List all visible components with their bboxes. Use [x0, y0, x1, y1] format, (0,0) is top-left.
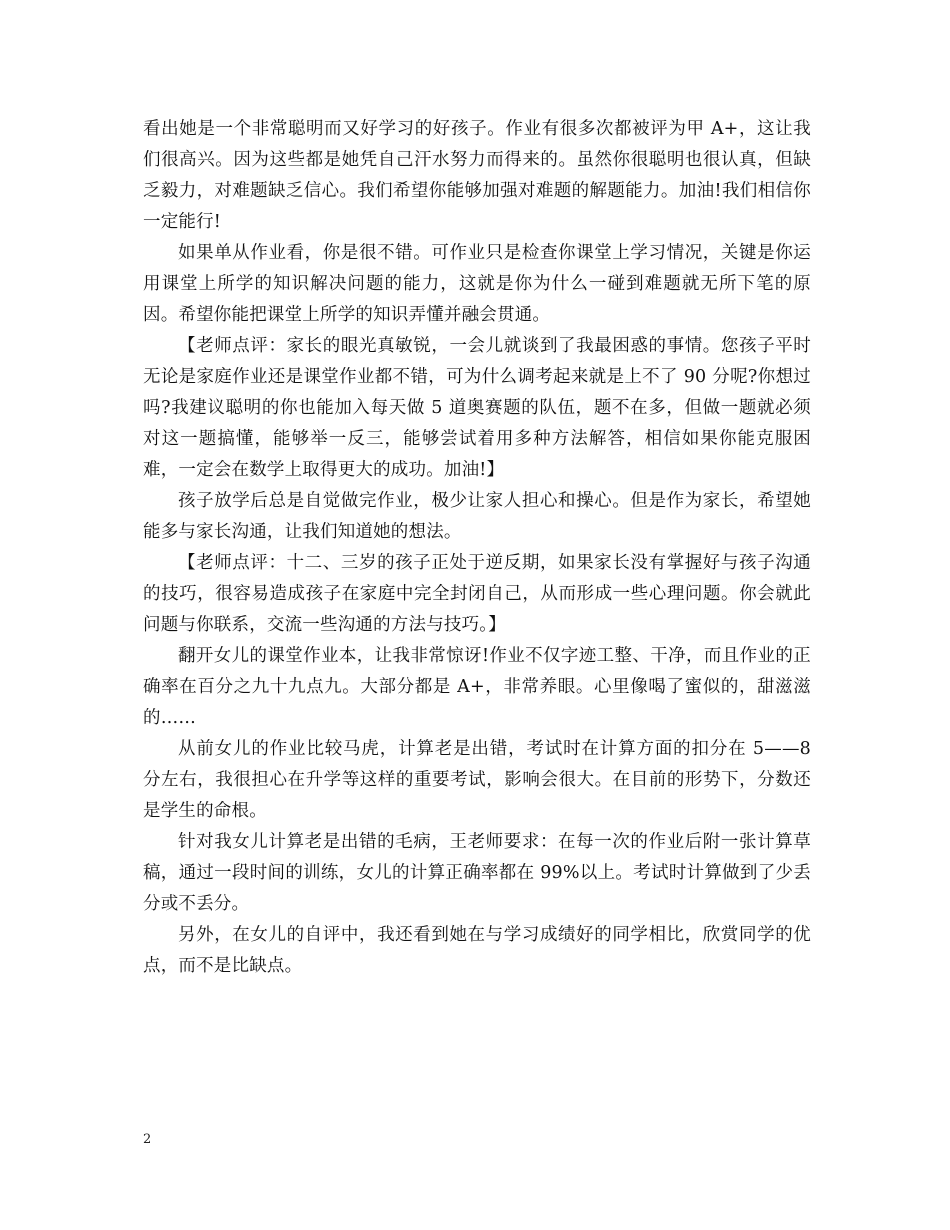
- paragraph-8: 针对我女儿计算老是出错的毛病，王老师要求：在每一次的作业后附一张计算草稿，通过一段时间的训练，女儿的计算正确率都在 99%以上。考试时计算做到了少丢分或不丢分。: [143, 832, 811, 914]
- paragraph-1: 看出她是一个非常聪明而又好学习的好孩子。作业有很多次都被评为甲 A+，这让我们很高兴。因为这些都是她凭自己汗水努力而得来的。虽然你很聪明也很认真，但缺乏毅力，对难题缺乏信心。我们希望你能够加强对难题的解题能力。加油!我们相信你一定能行!: [143, 119, 811, 232]
- paragraph-4: 孩子放学后总是自觉做完作业，极少让家人担心和操心。但是作为家长，希望她能多与家长沟通，让我们知道她的想法。: [143, 491, 811, 542]
- paragraph-2: 如果单从作业看，你是很不错。可作业只是检查你课堂上学习情况，关键是你运用课堂上所学的知识解决问题的能力，这就是你为什么一碰到难题就无所下笔的原因。希望你能把课堂上所学的知识弄懂并融会贯通。: [143, 243, 811, 325]
- paragraph-7: 从前女儿的作业比较马虎，计算老是出错，考试时在计算方面的扣分在 5——8 分左右，我很担心在升学等这样的重要考试，影响会很大。在目前的形势下，分数还是学生的命根。: [143, 739, 811, 821]
- paragraph-6: 翻开女儿的课堂作业本，让我非常惊讶!作业不仅字迹工整、干净，而且作业的正确率在百分之九十九点九。大部分都是 A+，非常养眼。心里像喝了蜜似的，甜滋滋的……: [143, 646, 811, 728]
- paragraph-5-teacher-comment: 【老师点评：十二、三岁的孩子正处于逆反期，如果家长没有掌握好与孩子沟通的技巧，很容易造成孩子在家庭中完全封闭自己，从而形成一些心理问题。你会就此问题与你联系，交流一些沟通的方法与技巧。】: [143, 553, 811, 635]
- document-body: [143, 114, 811, 982]
- paragraph-9: 另外，在女儿的自评中，我还看到她在与学习成绩好的同学相比，欣赏同学的优点，而不是比缺点。: [143, 925, 811, 976]
- paragraph-3-teacher-comment: 【老师点评：家长的眼光真敏锐，一会儿就谈到了我最困惑的事情。您孩子平时无论是家庭作业还是课堂作业都不错，可为什么调考起来就是上不了 90 分呢?你想过吗?我建议聪明的你也能加入每天做 5 道奥赛题的队伍，题不在多，但做一题就必须对这一题搞懂，能够举一反三，能够尝试着用多种方法解答，相信如果你能克服困难，一定会在数学上取得更大的成功。加油!】: [143, 336, 811, 480]
- page-number: 2: [143, 1132, 152, 1147]
